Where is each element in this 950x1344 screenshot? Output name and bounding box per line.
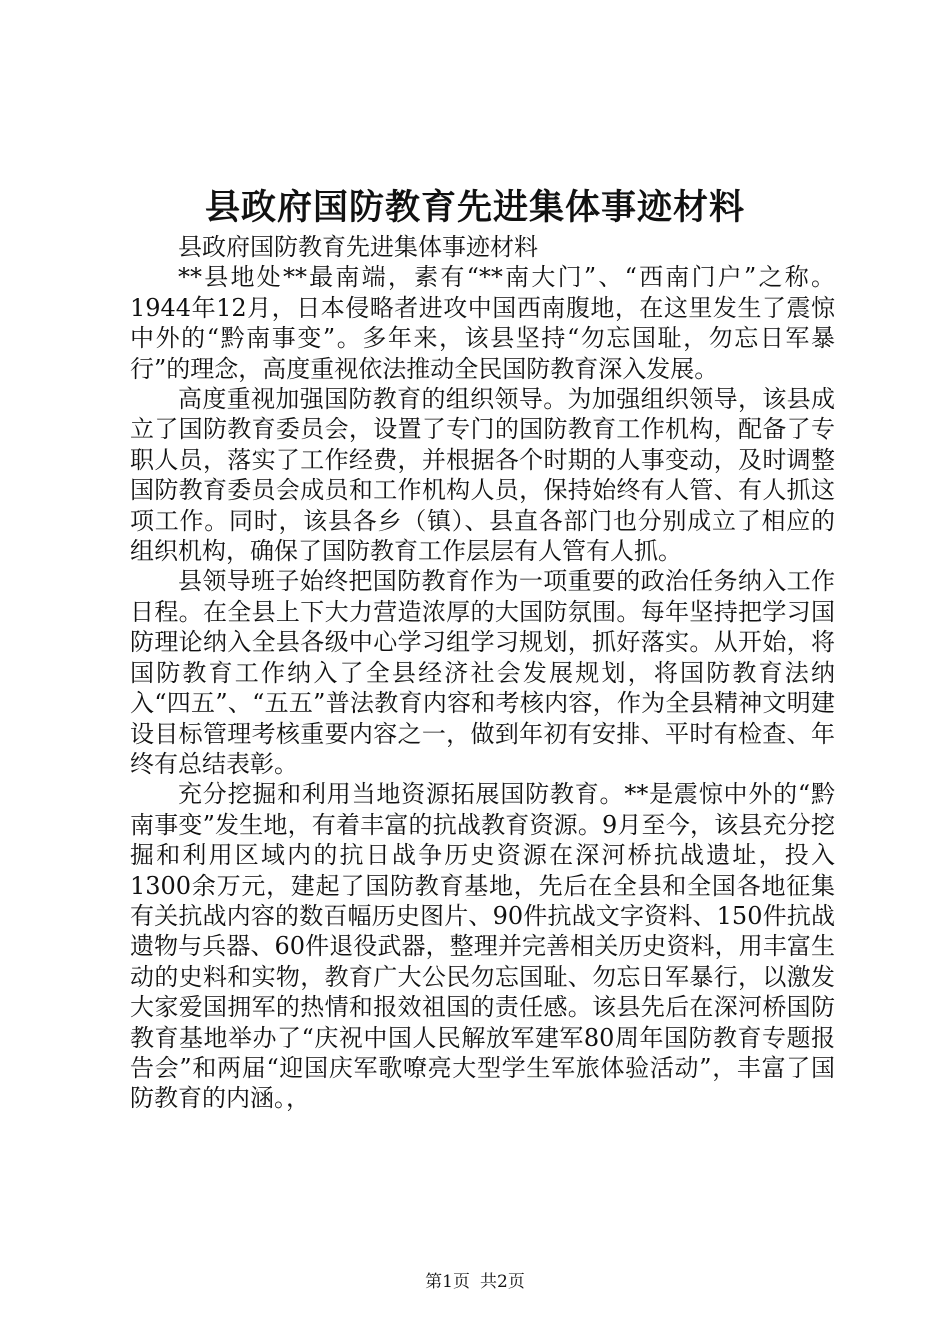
organization-paragraph: 高度重视加强国防教育的组织领导。为加强组织领导，该县成立了国防教育委员会，设置了专门的国防教育工作机构，配备了专职人员，落实了工作经费，并根据各个时期的人事变动，及时调整国防教育委员会成员和工作机构人员，保持始终有人管、有人抓这项工作。同时，该县各乡（镇）、县直各部门也分别成立了相应的组织机构，确保了国防教育工作层层有人管有人抓。 [130,385,835,566]
page-footer [0,1270,950,1294]
page-total: 共2页 [480,1272,525,1292]
intro-paragraph: **县地处**最南端，素有“**南大门”、“西南门户”之称。1944年12月，日本侵略者进攻中国西南腹地，在这里发生了震惊中外的“黔南事变”。多年来，该县坚持“勿忘国耻，勿忘日军暴行”的理念，高度重视依法推动全民国防教育深入发展。 [130,263,835,383]
leadership-paragraph: 县领导班子始终把国防教育作为一项重要的政治任务纳入工作日程。在全县上下大力营造浓厚的大国防氛围。每年坚持把学习国防理论纳入全县各级中心学习组学习规划，抓好落实。从开始，将国防教育工作纳入了全县经济社会发展规划，将国防教育法纳入“四五”、“五五”普法教育内容和考核内容，作为全县精神文明建设目标管理考核重要内容之一，做到年初有安排、平时有检查、年终有总结表彰。 [130,567,835,778]
page-number: 第1页 [425,1272,470,1292]
resources-paragraph: 充分挖掘和利用当地资源拓展国防教育。**是震惊中外的“黔南事变”发生地，有着丰富的抗战教育资源。9月至今，该县充分挖掘和利用区域内的抗日战争历史资源在深河桥抗战遗址，投入1300余万元，建起了国防教育基地，先后在全县和全国各地征集有关抗战内容的数百幅历史图片、90件抗战文字资料、150件抗战遗物与兵器、60件退役武器，整理并完善相关历史资料，用丰富生动的史料和实物，教育广大公民勿忘国耻、勿忘日军暴行，以激发大家爱国拥军的热情和报效祖国的责任感。该县先后在深河桥国防教育基地举办了“庆祝中国人民解放军建军80周年国防教育专题报告会”和两届“迎国庆军歌嘹亮大型学生军旅体验活动”，丰富了国防教育的内涵。， [130,780,835,1113]
document-body [130,232,835,1114]
document-title: 县政府国防教育先进集体事迹材料 [204,187,745,228]
subtitle-paragraph: 县政府国防教育先进集体事迹材料 [178,233,538,261]
